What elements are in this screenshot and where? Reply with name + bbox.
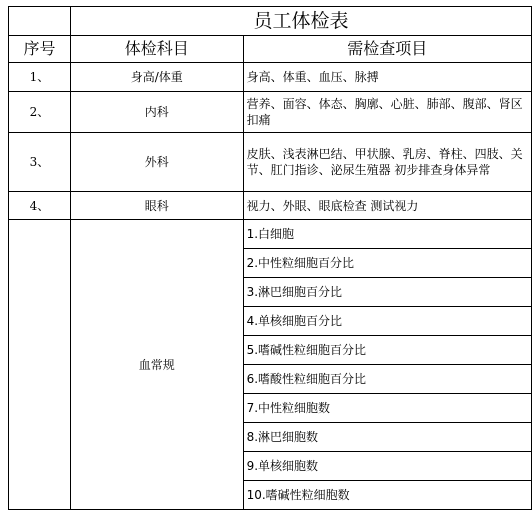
row-items: 皮肤、浅表淋巴结、甲状腺、乳房、脊柱、四肢、关节、肛门指诊、泌尿生殖器 初步排查身体异常 [243,133,531,192]
blood-item: 7.中性粒细胞数 [243,394,531,423]
table-row [9,92,532,133]
row-seq: 1、 [9,63,71,92]
blood-item: 10.嗜碱性粒细胞数 [243,481,531,510]
blood-subject: 血常规 [70,220,243,510]
blood-item: 8.淋巴细胞数 [243,423,531,452]
header-subject: 体检科目 [70,36,243,63]
row-items: 视力、外眼、眼底检查 测试视力 [243,192,531,220]
row-items: 身高、体重、血压、脉搏 [243,63,531,92]
exam-table [8,6,532,510]
row-seq: 4、 [9,192,71,220]
title-left-cell [9,7,71,36]
blood-item: 6.嗜酸性粒细胞百分比 [243,365,531,394]
blood-item: 2.中性粒细胞百分比 [243,249,531,278]
sheet-title: 员工体检表 [70,7,531,36]
header-items: 需检查项目 [243,36,531,63]
table-row [9,133,532,192]
blood-row [9,220,532,249]
row-subject: 眼科 [70,192,243,220]
header-seq: 序号 [9,36,71,63]
row-seq: 3、 [9,133,71,192]
blood-item: 9.单核细胞数 [243,452,531,481]
blood-item: 3.淋巴细胞百分比 [243,278,531,307]
table-row [9,192,532,220]
blood-seq-cell [9,220,71,510]
row-subject: 内科 [70,92,243,133]
row-subject: 身高/体重 [70,63,243,92]
title-row [9,7,532,36]
table-row [9,63,532,92]
row-subject: 外科 [70,133,243,192]
blood-item: 1.白细胞 [243,220,531,249]
blood-item: 4.单核细胞百分比 [243,307,531,336]
row-seq: 2、 [9,92,71,133]
row-items: 营养、面容、体态、胸廓、心脏、肺部、腹部、肾区扣痛 [243,92,531,133]
header-row [9,36,532,63]
blood-item: 5.嗜碱性粒细胞百分比 [243,336,531,365]
